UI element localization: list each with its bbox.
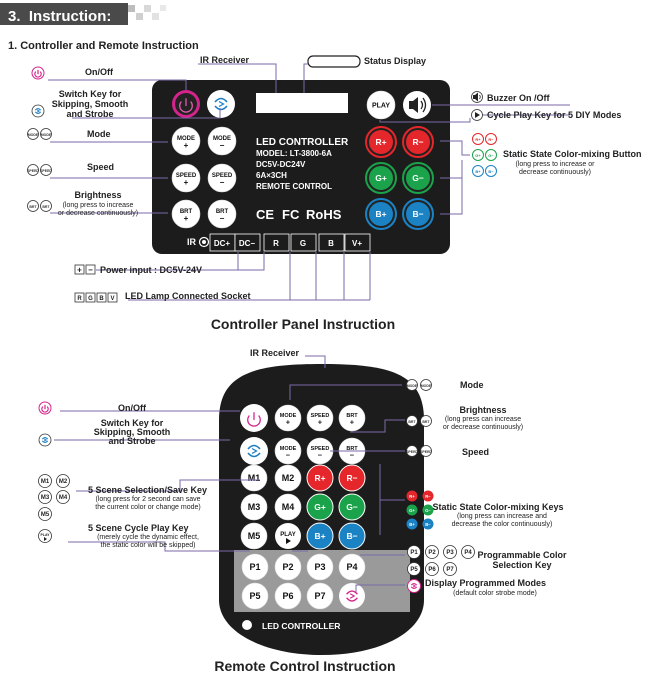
- remote-legend-brt-plus-icon-text: BRT: [408, 420, 416, 424]
- remote-ir-led-icon: [242, 620, 252, 630]
- play-button-label: PLAY: [371, 102, 391, 110]
- rohs-mark: RoHS: [306, 207, 342, 222]
- legend-color-text-1: R−: [488, 136, 494, 142]
- controller-b-plus-label: B+: [375, 209, 387, 219]
- remote-speed-plus-button-sign: +: [317, 417, 323, 427]
- remote-p3-button[interactable]: [307, 554, 333, 580]
- terminal-0: [210, 234, 235, 251]
- remote-legend-m-text-1: M2: [58, 479, 68, 486]
- remote-legend-color-text-5: B−: [425, 521, 431, 527]
- legend-power-icon: [32, 67, 44, 79]
- remote-m2-button-label: M2: [281, 473, 295, 484]
- remote-g-plus-button[interactable]: [307, 494, 333, 520]
- remote-brightness-note-1: (long press can increase: [444, 416, 522, 423]
- remote-legend-p-text-0: P1: [410, 550, 418, 557]
- static-note-1: (long press to increase or: [515, 161, 595, 168]
- remote-brt-plus-button-sign: +: [349, 417, 355, 427]
- remote-legend-color-icon-2: [407, 505, 418, 516]
- remote-label-static: Static State Color-mixing Keys: [432, 502, 564, 512]
- label-status-display: Status Display: [364, 56, 427, 66]
- remote-legend-color-icon-4: [407, 519, 418, 530]
- remote-legend-color-text-2: G+: [409, 507, 415, 513]
- legend-color-text-4: B+: [475, 168, 481, 174]
- remote-mode-minus-button-label: MODE: [279, 446, 297, 452]
- remote-label-scene-cycle: 5 Scene Cycle Play Key: [88, 523, 189, 533]
- remote-label-ir-receiver: IR Receiver: [250, 348, 300, 358]
- remote-r-plus-label: R+: [314, 473, 326, 483]
- remote-brand: LED CONTROLLER: [262, 621, 341, 631]
- legend-mode-minus-icon-text: MODE: [40, 133, 52, 137]
- remote-r-minus-label: R−: [346, 473, 358, 483]
- label-onoff: On/Off: [85, 67, 113, 77]
- legend-speed-minus-icon-text: SPEED: [40, 169, 52, 173]
- legend-speed-minus-icon: [40, 165, 52, 176]
- legend-speed-plus-icon: [27, 165, 39, 176]
- power-button[interactable]: [172, 90, 200, 118]
- remote-label-speed: Speed: [462, 447, 490, 457]
- terminal-label-0: DC+: [213, 239, 231, 248]
- remote-legend-speed-plus-icon-text: SPEED: [406, 450, 418, 454]
- remote-legend-m-text-3: M4: [58, 495, 68, 502]
- panel-remote-control: REMOTE CONTROL: [256, 182, 332, 191]
- remote-brt-minus-button-label: BRT: [346, 446, 358, 452]
- mode-plus-button-sign: +: [183, 141, 189, 150]
- mode-minus-button-label: MODE: [213, 136, 231, 142]
- remote-b-plus-button[interactable]: [307, 523, 333, 549]
- remote-power-button[interactable]: [240, 404, 268, 432]
- legend-color-icon-4: [473, 166, 484, 177]
- remote-legend-m-text-2: M3: [40, 495, 50, 502]
- section-title: 1. Controller and Remote Instruction: [8, 40, 199, 52]
- remote-legend-speed-minus-icon-text: SPEED: [420, 450, 432, 454]
- remote-legend-p4-icon: [462, 546, 475, 559]
- legend-color-icon-0: [473, 134, 484, 145]
- remote-legend-p7-icon: [444, 563, 457, 576]
- terminal-5: [345, 234, 370, 251]
- legend-speed-plus-icon-text: SPEED: [27, 169, 39, 173]
- terminal-1: [235, 234, 260, 251]
- remote-legend-mode-plus-icon-text: MODE: [406, 384, 418, 388]
- remote-legend-brt-plus-icon: [407, 416, 418, 427]
- controller-b-plus-button[interactable]: [366, 199, 396, 229]
- remote-m4-button[interactable]: [275, 494, 301, 520]
- header-fade-pattern: [128, 5, 166, 20]
- legend-power-key-text-1: −: [88, 265, 93, 275]
- remote-legend-color-icon-0: [407, 491, 418, 502]
- remote-legend-p-text-1: P2: [428, 550, 436, 557]
- label-switch-1: Switch Key for: [58, 89, 122, 99]
- remote-p2-button-label: P2: [282, 562, 294, 573]
- remote-p6-button[interactable]: [275, 583, 301, 609]
- remote-g-plus-label: G+: [314, 502, 326, 512]
- terminal-label-4: B: [328, 239, 334, 248]
- remote-g-minus-button[interactable]: [339, 494, 365, 520]
- remote-label-switch-3: and Strobe: [108, 436, 156, 446]
- legend-socket-key-text-1: G: [88, 296, 93, 302]
- switch-button[interactable]: [207, 90, 235, 118]
- legend-play-icon: [472, 110, 483, 121]
- remote-legend-p-text-6: P7: [446, 567, 454, 574]
- remote-label-programmable-1: Programmable Color: [477, 550, 567, 560]
- remote-legend-color-icon-1: [423, 491, 434, 502]
- controller-r-minus-button[interactable]: [403, 127, 433, 157]
- remote-p6-button-label: P6: [282, 591, 294, 602]
- legend-socket-key-text-3: V: [110, 296, 115, 302]
- scene-cycle-note-1: (merely cycle the dynamic effect,: [97, 534, 199, 541]
- legend-socket-key-0: [75, 293, 84, 302]
- controller-r-plus-button[interactable]: [366, 127, 396, 157]
- remote-legend-mode-minus-icon-text: MODE: [420, 384, 432, 388]
- remote-static-note-1: (long press can increase and: [457, 513, 547, 520]
- scene-cycle-note-2: the static color will be skipped): [100, 542, 196, 549]
- remote-p3-button-label: P3: [314, 562, 326, 573]
- legend-socket-key-1: [86, 293, 95, 302]
- remote-r-minus-button[interactable]: [339, 465, 365, 491]
- legend-socket-key-3: [108, 293, 117, 302]
- legend-brt-plus-icon-text: BRT: [29, 205, 37, 209]
- remote-legend-play-text: PLAY: [40, 533, 50, 537]
- remote-m1-button[interactable]: [241, 465, 267, 491]
- remote-legend-p-text-4: P5: [410, 567, 418, 574]
- remote-legend-brt-minus-icon: [421, 416, 432, 427]
- remote-brt-minus-button-sign: −: [349, 450, 355, 460]
- panel-current: 6A×3CH: [256, 171, 287, 180]
- remote-label-switch-2: Skipping, Smooth: [93, 427, 171, 437]
- legend-socket-key-2: [97, 293, 106, 302]
- remote-label-onoff: On/Off: [118, 403, 146, 413]
- terminal-label-5: V+: [351, 239, 363, 248]
- controller-g-minus-button[interactable]: [403, 163, 433, 193]
- terminal-2: [264, 234, 289, 251]
- fcc-mark: FC: [282, 207, 300, 222]
- controller-caption: Controller Panel Instruction: [210, 316, 396, 332]
- mode-plus-button[interactable]: [172, 127, 200, 155]
- brt-plus-button-sign: +: [183, 214, 189, 223]
- brt-minus-button[interactable]: [208, 200, 236, 228]
- remote-p4-button-label: P4: [346, 562, 358, 573]
- legend-brt-minus-icon-text: BRT: [42, 205, 50, 209]
- remote-legend-switch-icon: [39, 434, 51, 446]
- remote-legend-m5-icon: [39, 508, 52, 521]
- remote-mode-plus-button[interactable]: [275, 405, 301, 431]
- legend-socket-key-text-2: B: [99, 296, 104, 302]
- remote-p2-button[interactable]: [275, 554, 301, 580]
- remote-m3-button[interactable]: [241, 494, 267, 520]
- label-mode: Mode: [87, 129, 111, 139]
- remote-legend-play-icon: [39, 530, 52, 543]
- remote-mode-minus-button[interactable]: [275, 438, 301, 464]
- remote-legend-speed-minus-icon: [420, 446, 432, 457]
- ir-receiver-window: [256, 93, 348, 113]
- legend-color-text-5: B−: [488, 168, 494, 174]
- controller-g-plus-label: G+: [375, 173, 387, 183]
- legend-power-key-text-0: +: [77, 265, 82, 275]
- ce-mark: CE: [256, 207, 275, 222]
- legend-power-key-1: [86, 265, 95, 275]
- remote-g-minus-label: G−: [346, 502, 358, 512]
- brt-plus-button-label: BRT: [179, 209, 193, 215]
- mode-minus-button-sign: −: [219, 141, 225, 150]
- play-button[interactable]: [367, 91, 395, 119]
- controller-b-minus-label: B−: [412, 209, 424, 219]
- remote-speed-minus-button[interactable]: [307, 438, 333, 464]
- remote-legend-p-text-2: P3: [446, 550, 454, 557]
- buzzer-button[interactable]: [403, 91, 431, 119]
- speed-minus-button-label: SPEED: [211, 173, 233, 179]
- legend-mode-plus-icon-text: MODE: [27, 133, 39, 137]
- terminal-4: [319, 234, 344, 251]
- mode-minus-button[interactable]: [208, 127, 236, 155]
- remote-caption: Remote Control Instruction: [214, 658, 396, 674]
- panel-model: MODEL: LT-3800-6A: [256, 149, 332, 158]
- remote-legend-m4-icon: [57, 491, 70, 504]
- terminal-3: [291, 234, 316, 251]
- remote-legend-mode-minus-icon: [421, 380, 432, 391]
- remote-legend-m-text-0: M1: [40, 479, 50, 486]
- legend-speaker-icon: [472, 92, 483, 103]
- brightness-note-2: or decrease continuously): [57, 210, 139, 217]
- terminal-label-1: DC−: [238, 239, 256, 248]
- remote-p1-button[interactable]: [242, 554, 268, 580]
- remote-legend-color-text-3: G−: [425, 507, 431, 513]
- remote-static-note-2: decrease the color continuously): [451, 521, 553, 528]
- controller-b-minus-button[interactable]: [403, 199, 433, 229]
- legend-brt-minus-icon: [41, 201, 52, 212]
- remote-p4-button[interactable]: [339, 554, 365, 580]
- remote-display-note: (default color strobe mode): [453, 590, 537, 597]
- controller-r-minus-label: R−: [412, 137, 424, 147]
- legend-color-icon-2: [473, 150, 484, 161]
- remote-p1-button-label: P1: [249, 562, 261, 573]
- remote-mode-minus-button-sign: −: [285, 450, 291, 460]
- section-header: 3. Instruction:: [8, 8, 112, 25]
- remote-legend-color-icon-5: [423, 519, 434, 530]
- remote-m2-button[interactable]: [275, 465, 301, 491]
- remote-legend-power-icon: [39, 402, 51, 414]
- remote-legend-color-text-4: B+: [409, 521, 415, 527]
- ir-label: IR: [187, 237, 196, 247]
- static-note-2: decrease continuously): [519, 169, 591, 176]
- legend-mode-minus-icon: [41, 129, 52, 140]
- legend-brt-plus-icon: [28, 201, 39, 212]
- remote-display-modes-button[interactable]: [339, 583, 365, 609]
- label-cycle: Cycle Play Key for 5 DIY Modes: [487, 110, 622, 120]
- terminal-label-3: G: [299, 239, 307, 248]
- remote-legend-p-text-3: P4: [464, 550, 472, 557]
- scene-save-note-2: the current color or change mode): [95, 504, 201, 511]
- remote-switch-button[interactable]: [240, 437, 268, 465]
- remote-b-minus-button[interactable]: [339, 523, 365, 549]
- remote-m1-button-label: M1: [247, 473, 261, 484]
- legend-switch-icon: [32, 105, 44, 117]
- remote-m3-button-label: M3: [247, 502, 261, 513]
- legend-color-icon-1: [486, 134, 497, 145]
- label-speed: Speed: [87, 162, 115, 172]
- remote-m5-button[interactable]: [241, 523, 267, 549]
- remote-legend-p-text-5: P6: [428, 567, 436, 574]
- remote-label-programmable-2: Selection Key: [492, 560, 552, 570]
- remote-legend-display-icon: [408, 580, 421, 593]
- legend-socket-key-text-0: R: [77, 296, 82, 302]
- remote-label-display: Display Programmed Modes: [425, 578, 547, 588]
- remote-b-plus-label: B+: [314, 531, 326, 541]
- remote-legend-m1-icon: [39, 475, 52, 488]
- remote-legend-p2-icon: [426, 546, 439, 559]
- remote-legend-mode-plus-icon: [407, 380, 418, 391]
- remote-mode-plus-button-sign: +: [285, 417, 291, 427]
- remote-p7-button[interactable]: [307, 583, 333, 609]
- speed-plus-button-label: SPEED: [175, 173, 197, 179]
- label-ir-receiver: IR Receiver: [200, 55, 250, 65]
- mode-plus-button-label: MODE: [177, 136, 195, 142]
- controller-g-minus-label: G−: [412, 173, 424, 183]
- brt-minus-button-sign: −: [219, 214, 225, 223]
- remote-m5-button-label: M5: [247, 531, 261, 542]
- remote-legend-m-text-4: M5: [40, 512, 50, 519]
- remote-m4-button-label: M4: [281, 502, 295, 513]
- speed-minus-button[interactable]: [208, 164, 236, 192]
- controller-g-plus-button[interactable]: [366, 163, 396, 193]
- legend-color-icon-3: [486, 150, 497, 161]
- legend-mode-plus-icon: [28, 129, 39, 140]
- remote-brightness-note-2: or decrease continuously): [442, 424, 524, 431]
- speed-plus-button-sign: +: [183, 178, 189, 187]
- remote-legend-brt-minus-icon-text: BRT: [422, 420, 430, 424]
- status-display-legend: [308, 56, 360, 67]
- remote-play-button[interactable]: [275, 523, 301, 549]
- label-static: Static State Color-mixing Button: [503, 149, 642, 159]
- remote-legend-p6-icon: [426, 563, 439, 576]
- remote-legend-m2-icon: [57, 475, 70, 488]
- legend-color-text-0: R+: [475, 136, 481, 142]
- controller-r-plus-label: R+: [375, 137, 387, 147]
- remote-r-plus-button[interactable]: [307, 465, 333, 491]
- label-brightness: Brightness: [74, 190, 122, 200]
- brt-minus-button-label: BRT: [215, 209, 229, 215]
- remote-legend-p1-icon: [408, 546, 421, 559]
- remote-legend-p5-icon: [408, 563, 421, 576]
- label-power-input: Power input : DC5V-24V: [100, 265, 203, 275]
- remote-legend-p3-icon: [444, 546, 457, 559]
- remote-label-scene-save: 5 Scene Selection/Save Key: [88, 485, 208, 495]
- brt-plus-button[interactable]: [172, 200, 200, 228]
- legend-color-text-2: G+: [475, 152, 481, 158]
- remote-speed-plus-button[interactable]: [307, 405, 333, 431]
- label-switch-3: and Strobe: [66, 109, 114, 119]
- remote-legend-color-text-1: R−: [425, 493, 431, 499]
- label-switch-2: Skipping, Smooth: [51, 99, 129, 109]
- remote-mode-plus-button-label: MODE: [279, 413, 297, 419]
- remote-label-mode: Mode: [460, 380, 484, 390]
- panel-voltage: DC5V-DC24V: [256, 160, 306, 169]
- remote-legend-color-text-0: R+: [409, 493, 415, 499]
- panel-title: LED CONTROLLER: [256, 137, 349, 148]
- remote-play-label: PLAY: [280, 532, 296, 538]
- remote-label-brightness: Brightness: [459, 405, 507, 415]
- remote-b-minus-label: B−: [346, 531, 358, 541]
- remote-p5-button[interactable]: [242, 583, 268, 609]
- remote-p5-button-label: P5: [249, 591, 261, 602]
- remote-legend-m3-icon: [39, 491, 52, 504]
- remote-speed-minus-button-sign: −: [317, 450, 323, 460]
- remote-label-switch-1: Switch Key for: [100, 418, 164, 428]
- remote-speed-minus-button-label: SPEED: [310, 446, 330, 452]
- remote-brt-plus-button-label: BRT: [346, 413, 358, 419]
- legend-power-key-0: [75, 265, 84, 275]
- speed-plus-button[interactable]: [172, 164, 200, 192]
- label-led-socket: LED Lamp Connected Socket: [125, 291, 251, 301]
- scene-save-note-1: (long press for 2 second can save: [95, 496, 201, 503]
- remote-brt-plus-button[interactable]: [339, 405, 365, 431]
- terminal-label-2: R: [273, 239, 279, 248]
- legend-color-icon-5: [486, 166, 497, 177]
- label-buzzer: Buzzer On /Off: [487, 93, 550, 103]
- legend-color-text-3: G−: [488, 152, 494, 158]
- remote-speed-plus-button-label: SPEED: [310, 413, 330, 419]
- speed-minus-button-sign: −: [219, 178, 225, 187]
- remote-p7-button-label: P7: [314, 591, 326, 602]
- brightness-note-1: (long press to increase: [62, 202, 134, 209]
